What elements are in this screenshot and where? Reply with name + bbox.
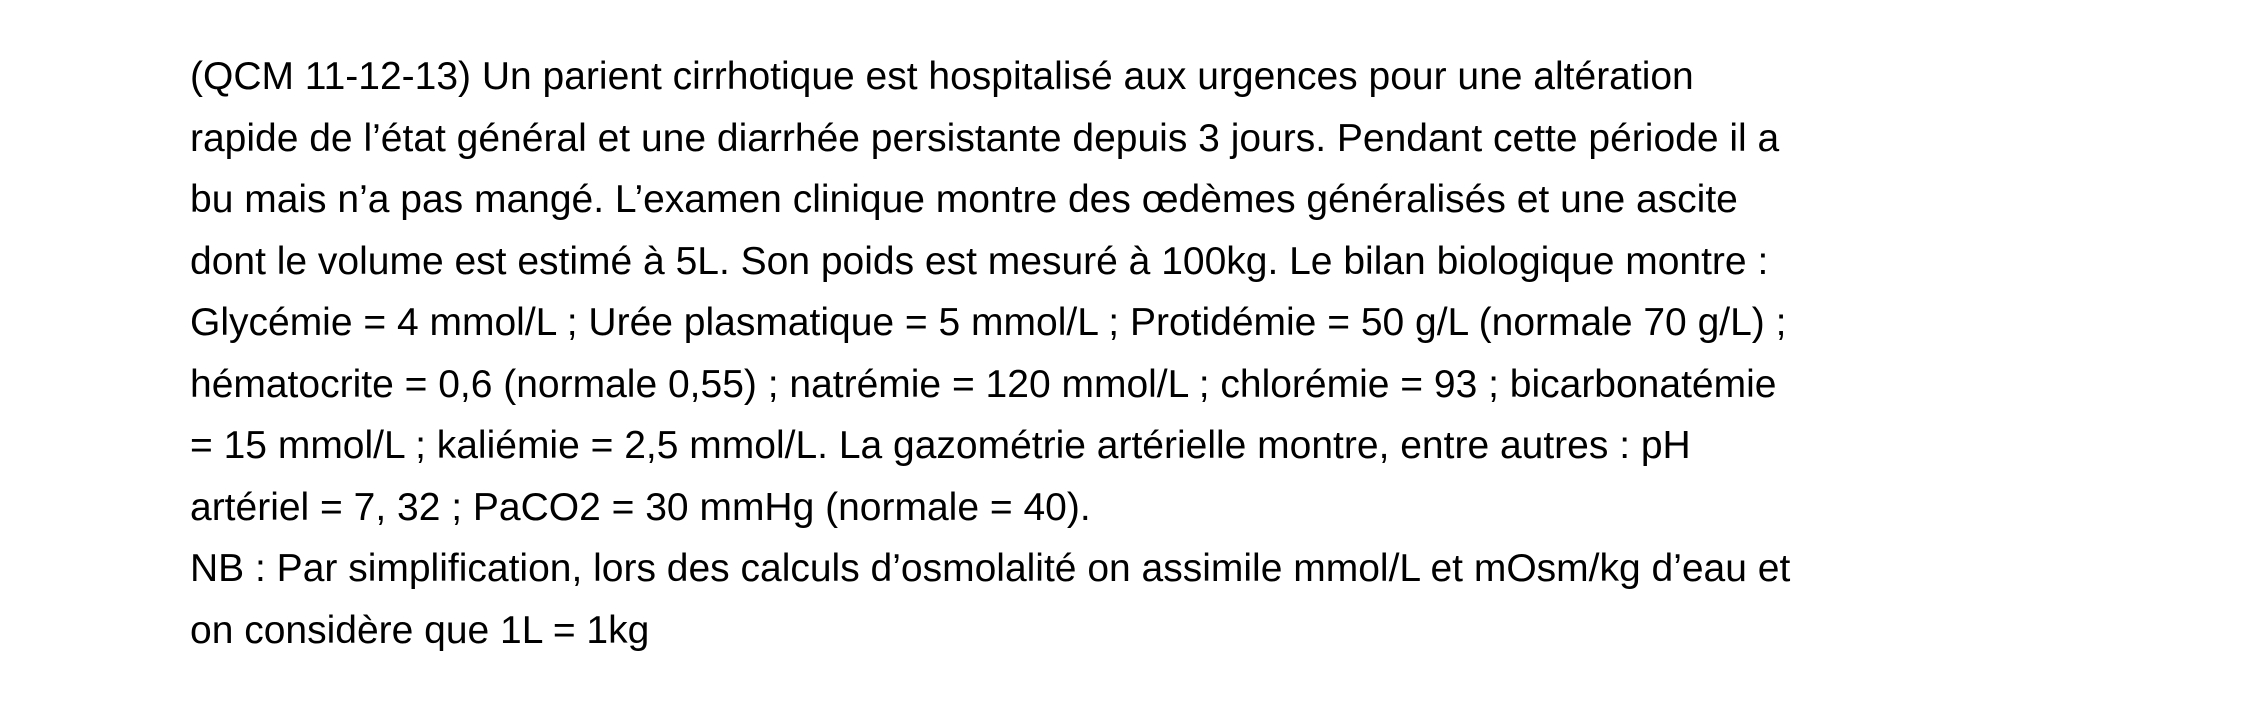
note-line-1: NB : Par simplification, lors des calculs d’osmolalité on assimile mmol/L et mOsm/kg d’eau et: [190, 547, 1791, 590]
question-line-1: (QCM 11-12-13) Un parient cirrhotique est hospitalisé aux urgences pour une altération: [190, 55, 1694, 98]
question-text-block: [190, 46, 2130, 661]
question-line-2: rapide de l’état général et une diarrhée persistante depuis 3 jours. Pendant cette période il a: [190, 116, 1780, 160]
lab-results-line-1: Glycémie = 4 mmol/L ; Urée plasmatique = 5 mmol/L ; Protidémie = 50 g/L (normale 70 g/L) ;: [190, 301, 1787, 344]
lab-results-line-2: hématocrite = 0,6 (normale 0,55) ; natrémie = 120 mmol/L ; chlorémie = 93 ; bicarbonatémie: [190, 362, 1777, 406]
lab-results-line-3: = 15 mmol/L ; kaliémie = 2,5 mmol/L. La gazométrie artérielle montre, entre autres : pH: [190, 424, 1691, 467]
question-line-4: dont le volume est estimé à 5L. Son poids est mesuré à 100kg. Le bilan biologique montre :: [190, 239, 1769, 283]
blood-gas-line: artériel = 7, 32 ; PaCO2 = 30 mmHg (normale = 40).: [190, 485, 1091, 529]
note-line-2: on considère que 1L = 1kg: [190, 608, 650, 652]
question-line-3: bu mais n’a pas mangé. L’examen clinique montre des œdèmes généralisés et une ascite: [190, 178, 1738, 221]
